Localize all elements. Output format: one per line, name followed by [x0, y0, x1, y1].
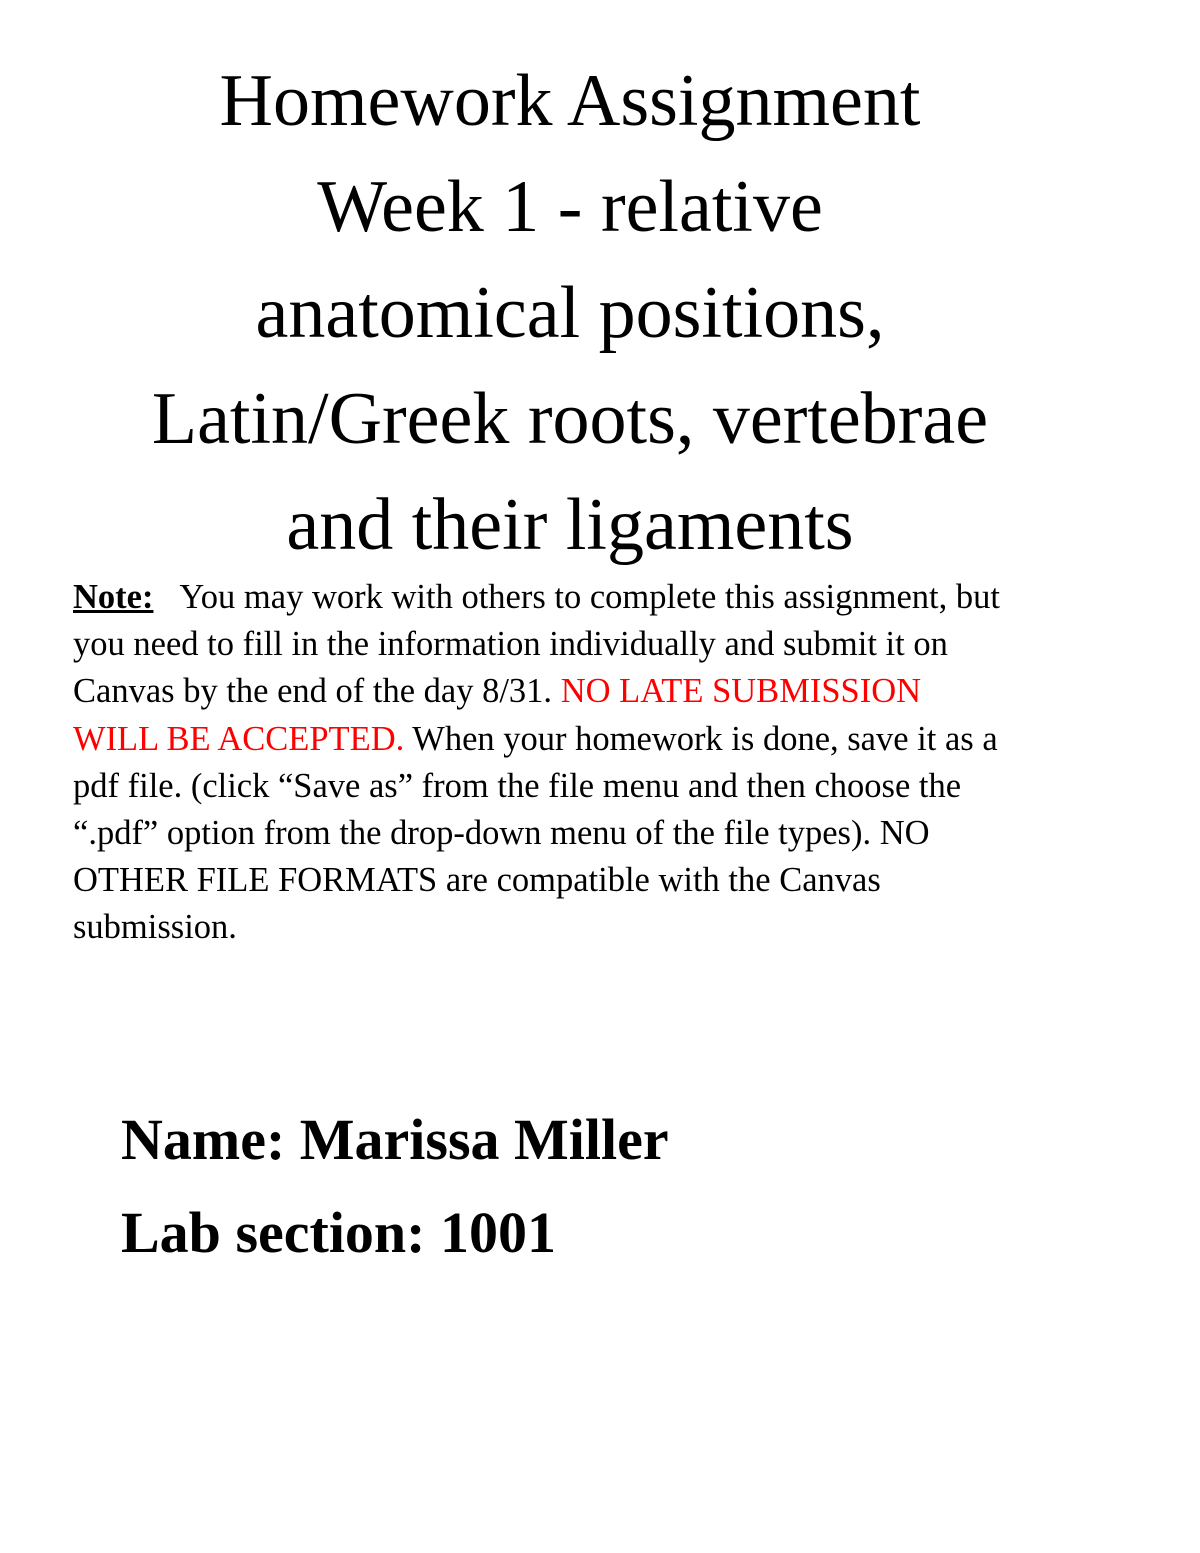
note-line-5: pdf file. (click “Save as” from the file menu and then choose the	[73, 766, 962, 805]
title-line-5: and their ligaments	[286, 484, 854, 566]
note-label: Note:	[73, 578, 154, 616]
note-text-4: When your homework is done, save it as a	[412, 719, 998, 758]
student-name-field	[121, 1106, 669, 1174]
assignment-title	[0, 48, 1140, 578]
note-line-7: OTHER FILE FORMATS are compatible with the Canvas	[73, 861, 881, 900]
note-line-2: you need to fill in the information individually and submit it on	[73, 625, 948, 664]
note-line-1	[73, 574, 1148, 621]
lab-section-label: Lab section:	[121, 1200, 426, 1265]
note-line-4	[73, 716, 1148, 763]
name-value: Marissa Miller	[299, 1107, 669, 1172]
note-line-3	[73, 668, 1148, 715]
note-text-3: Canvas by the end of the day 8/31.	[73, 672, 553, 711]
lab-section-value: 1001	[440, 1200, 556, 1265]
title-line-1: Homework Assignment	[219, 60, 921, 142]
title-line-4: Latin/Greek roots, vertebrae	[151, 378, 989, 460]
note-line-8: submission.	[73, 908, 237, 947]
late-warning-part-1: NO LATE SUBMISSION	[560, 672, 922, 711]
note-text-1: You may work with others to complete this assignment, but	[179, 578, 1000, 616]
submission-note	[73, 574, 1148, 952]
name-label: Name:	[121, 1107, 286, 1172]
title-line-2: Week 1 - relative	[317, 166, 823, 248]
note-line-6: “.pdf” option from the drop-down menu of the file types). NO	[73, 814, 930, 853]
lab-section-field	[121, 1199, 556, 1267]
late-warning-part-2: WILL BE ACCEPTED.	[73, 719, 405, 758]
title-line-3: anatomical positions,	[255, 272, 885, 354]
